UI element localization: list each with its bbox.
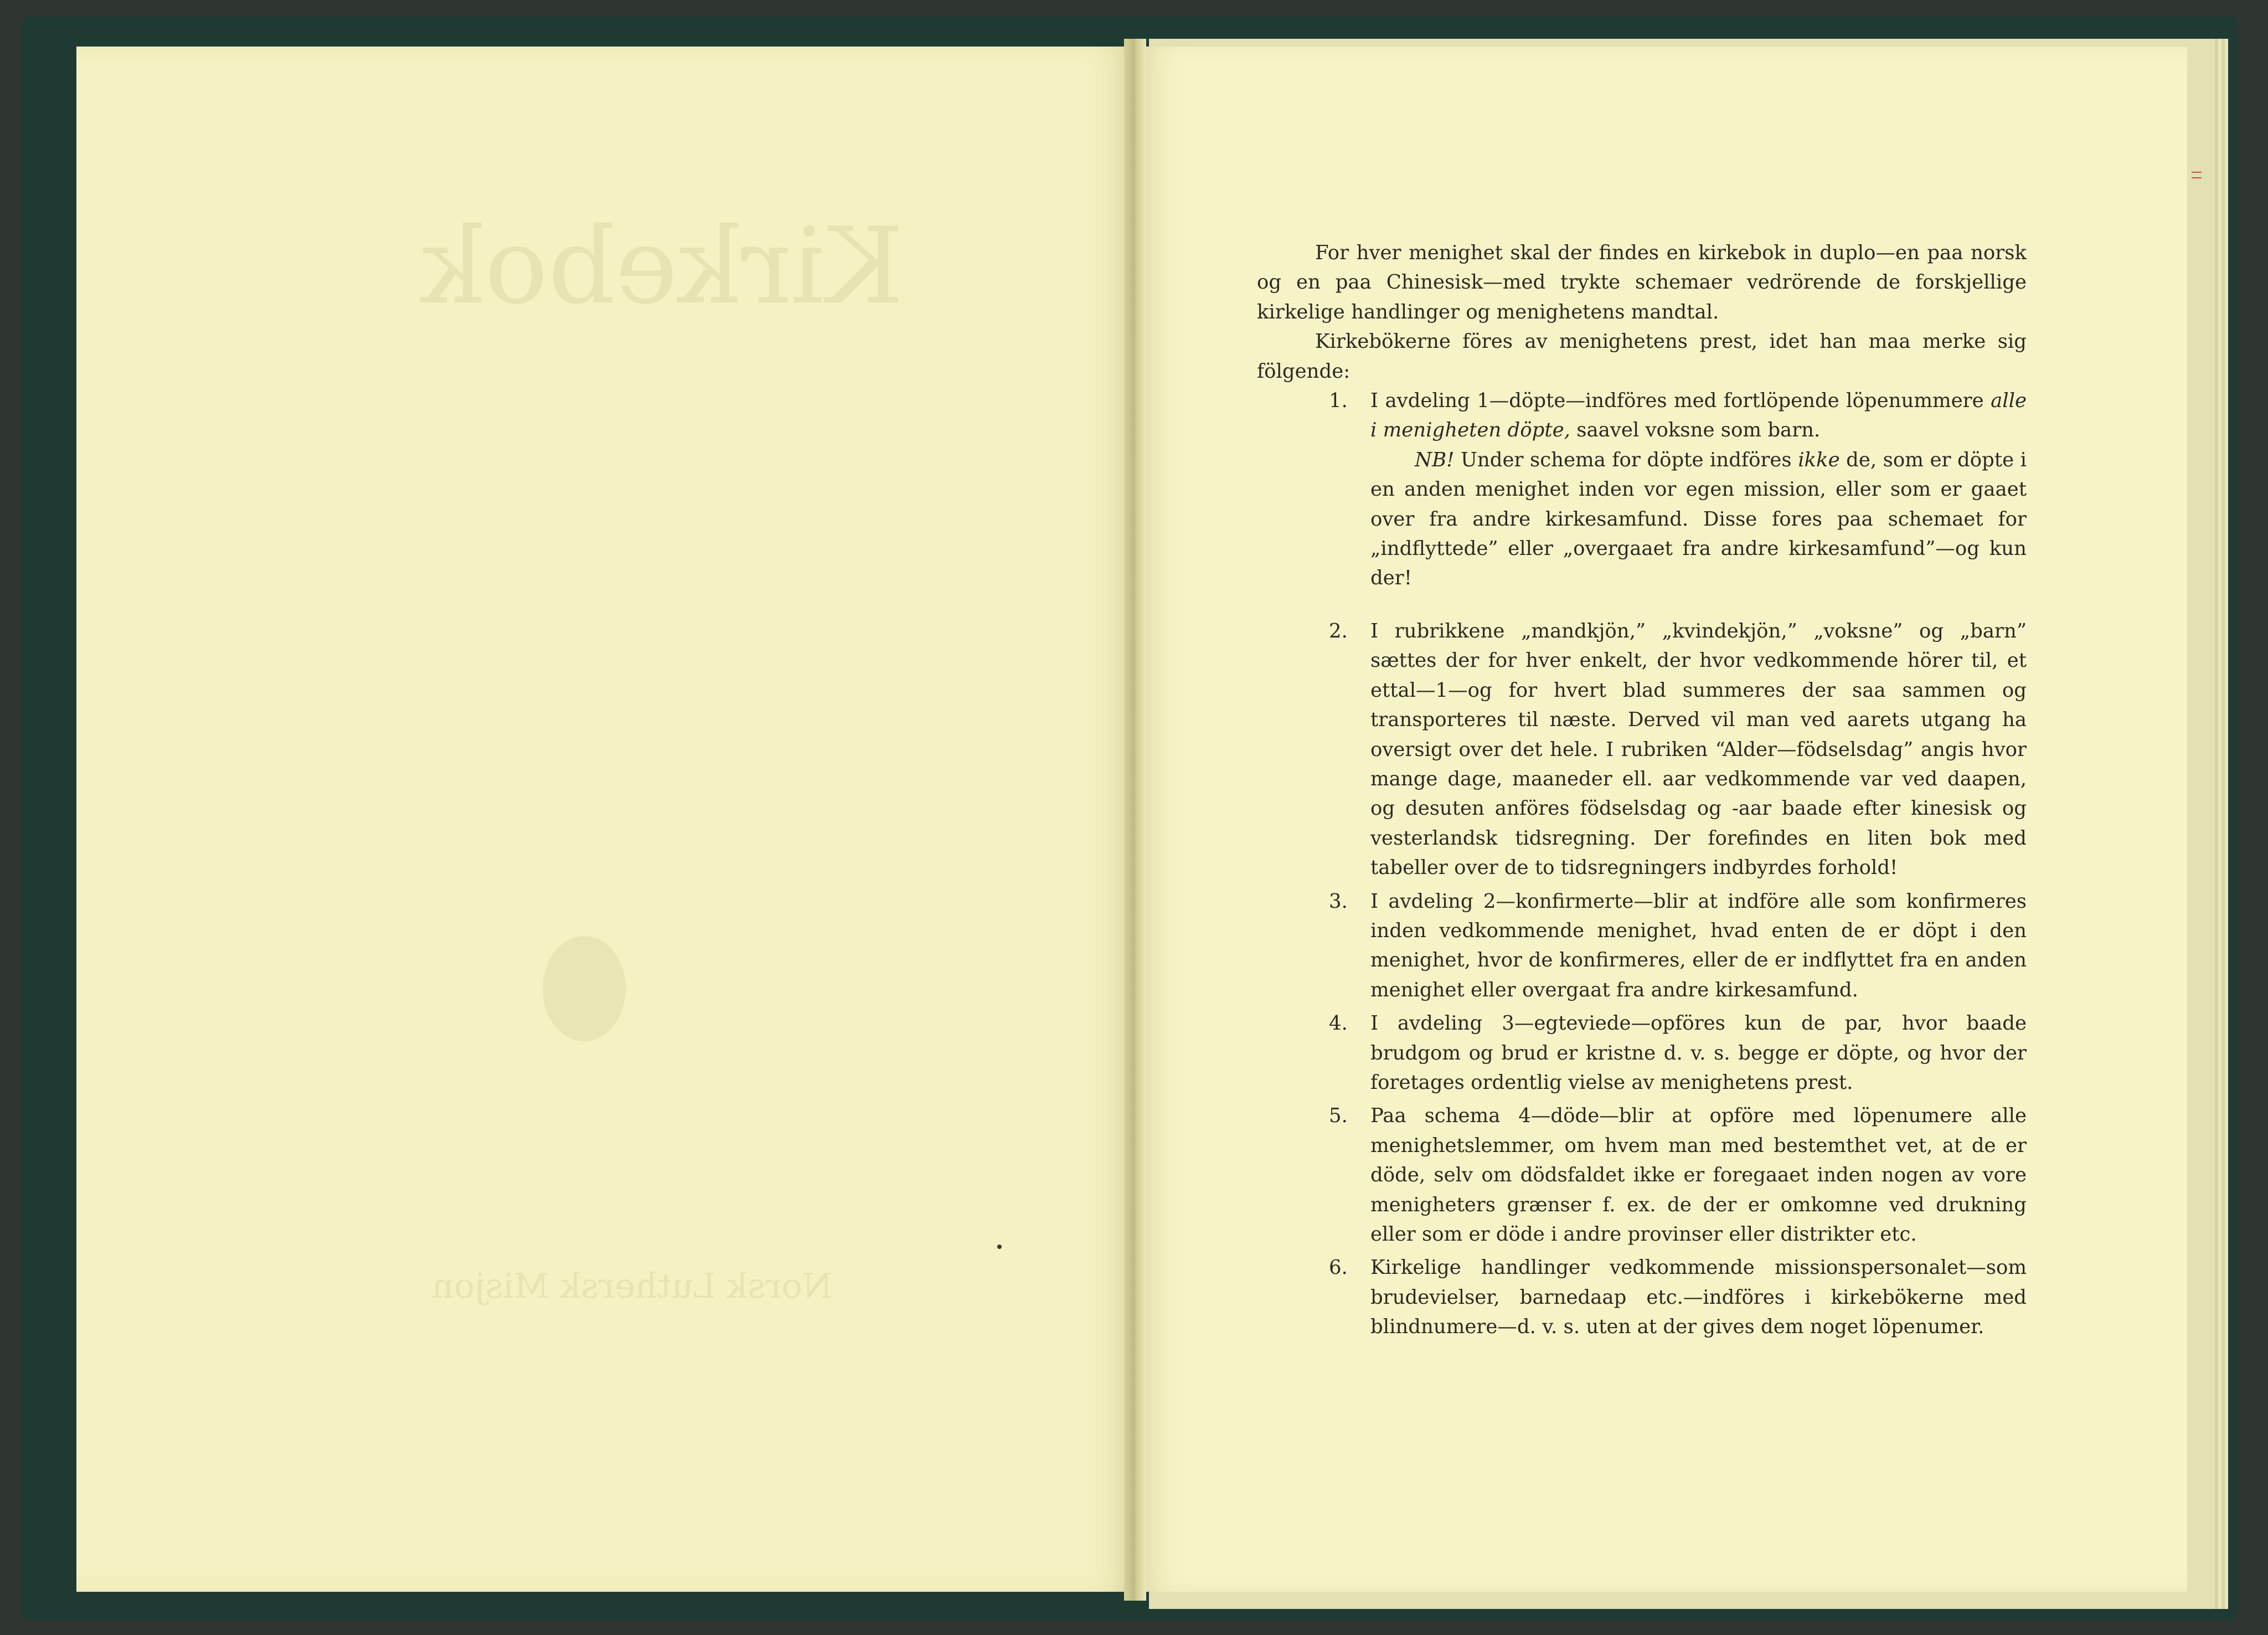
instruction-item-6	[1329, 1253, 2027, 1341]
instruction-item-3	[1329, 887, 2027, 1005]
item-text: I avdeling 2—konfirmerte—blir at indföre alle som konfirmeres inden vedkommende menighet, hvad enten de er döpt i den menighet, hvor de konfirmeres, eller de er indflyttet fra en anden menighet eller overgaat fra andre kirkesamfund.	[1370, 890, 2027, 1001]
intro-paragraph-1: For hver menighet skal der findes en kirkebok in duplo—en paa norsk og en paa Chinesisk—med trykte schemaer vedrörende de forskjellige kirkelige handlinger og menighetens mandtal.	[1257, 241, 2027, 323]
item-number: 1.	[1329, 389, 1348, 413]
item-emphasis: alle i menigheten döpte,	[1370, 389, 2027, 442]
item-text: saavel voksne som barn.	[1570, 419, 1821, 442]
instruction-item-5	[1329, 1101, 2027, 1249]
item-text: Paa schema 4—döde—blir at opföre med löpenumere alle menighetslemmer, om hvem man med bestemthet vet, at de er döde, selv om dödsfaldet ikke er foregaaet inden nogen av vore menigheters grænser f. ex. de der er omkomne ved drukning eller som er döde i andre provinser eller distrikter etc.	[1370, 1104, 2027, 1246]
item-number: 5.	[1329, 1104, 1348, 1128]
instruction-item-1	[1329, 386, 2027, 593]
instruction-item-4	[1329, 1009, 2027, 1097]
item-text: I avdeling 1—döpte—indföres med fortlöpende löpenummere	[1370, 389, 1991, 413]
nb-note	[1370, 445, 2027, 593]
intro-paragraph-2: Kirkebökerne föres av menighetens prest, idet han maa merke sig fölgende:	[1257, 330, 2027, 383]
instruction-item-2	[1329, 616, 2027, 883]
nb-text: de, som er döpte i en anden menighet inden vor egen mission, eller som er gaaet over fra andre kirkesamfund. Disse fores paa schemaet for „indflyttede” eller „overgaaet fra andre kirkesamfund”—og kun der!	[1370, 448, 2027, 590]
cover-show-through-emblem	[543, 936, 626, 1041]
instructions-text	[1257, 238, 2027, 1342]
item-number: 2.	[1329, 619, 1348, 642]
item-text: I avdeling 3—egteviede—opföres kun de par, hvor baade brudgom og brud er kristne d. v. s. begge er döpte, og hvor der foretages ordentlig vielse av menighetens prest.	[1370, 1012, 2027, 1094]
cover-show-through-footer: Norsk Luthersk Misjon	[432, 1266, 833, 1306]
nb-text: Under schema for döpte indföres	[1454, 448, 1798, 471]
item-text: Kirkelige handlinger vedkommende missionspersonalet—som brudevielser, barnedaap etc.—indföres i kirkebökerne med blindnumere—d. v. s. uten at der gives dem noget löpenumer.	[1370, 1256, 2027, 1339]
item-number: 4.	[1329, 1012, 1348, 1035]
item-number: 3.	[1329, 890, 1348, 913]
book-gutter	[1124, 39, 1146, 1601]
item-number: 6.	[1329, 1256, 1348, 1279]
nb-label: NB!	[1415, 448, 1455, 471]
item-text: I rubrikkene „mandkjön,” „kvindekjön,” „voksne” og „barn” sættes der for hver enkelt, der hvor vedkommende hörer til, et ettal—1—og for hvert blad summeres der saa sammen og transporteres til næste. Derved vil man ved aarets utgang ha oversigt over det hele. I rubriken “Alder—födselsdag” angis hvor mange dage, maaneder ell. aar vedkommende var ved daapen, og desuten anföres födselsdag og -aar baade efter kinesisk og vesterlandsk tidsregning. Der forefindes en liten bok med tabeller over de to tidsregningers indbyrdes forhold!	[1370, 619, 2027, 880]
paper-speck	[997, 1245, 1002, 1249]
cover-show-through-title: Kirkebok	[421, 205, 904, 327]
page-edge-marks	[2192, 172, 2202, 178]
nb-emphasis: ikke	[1798, 448, 1840, 471]
